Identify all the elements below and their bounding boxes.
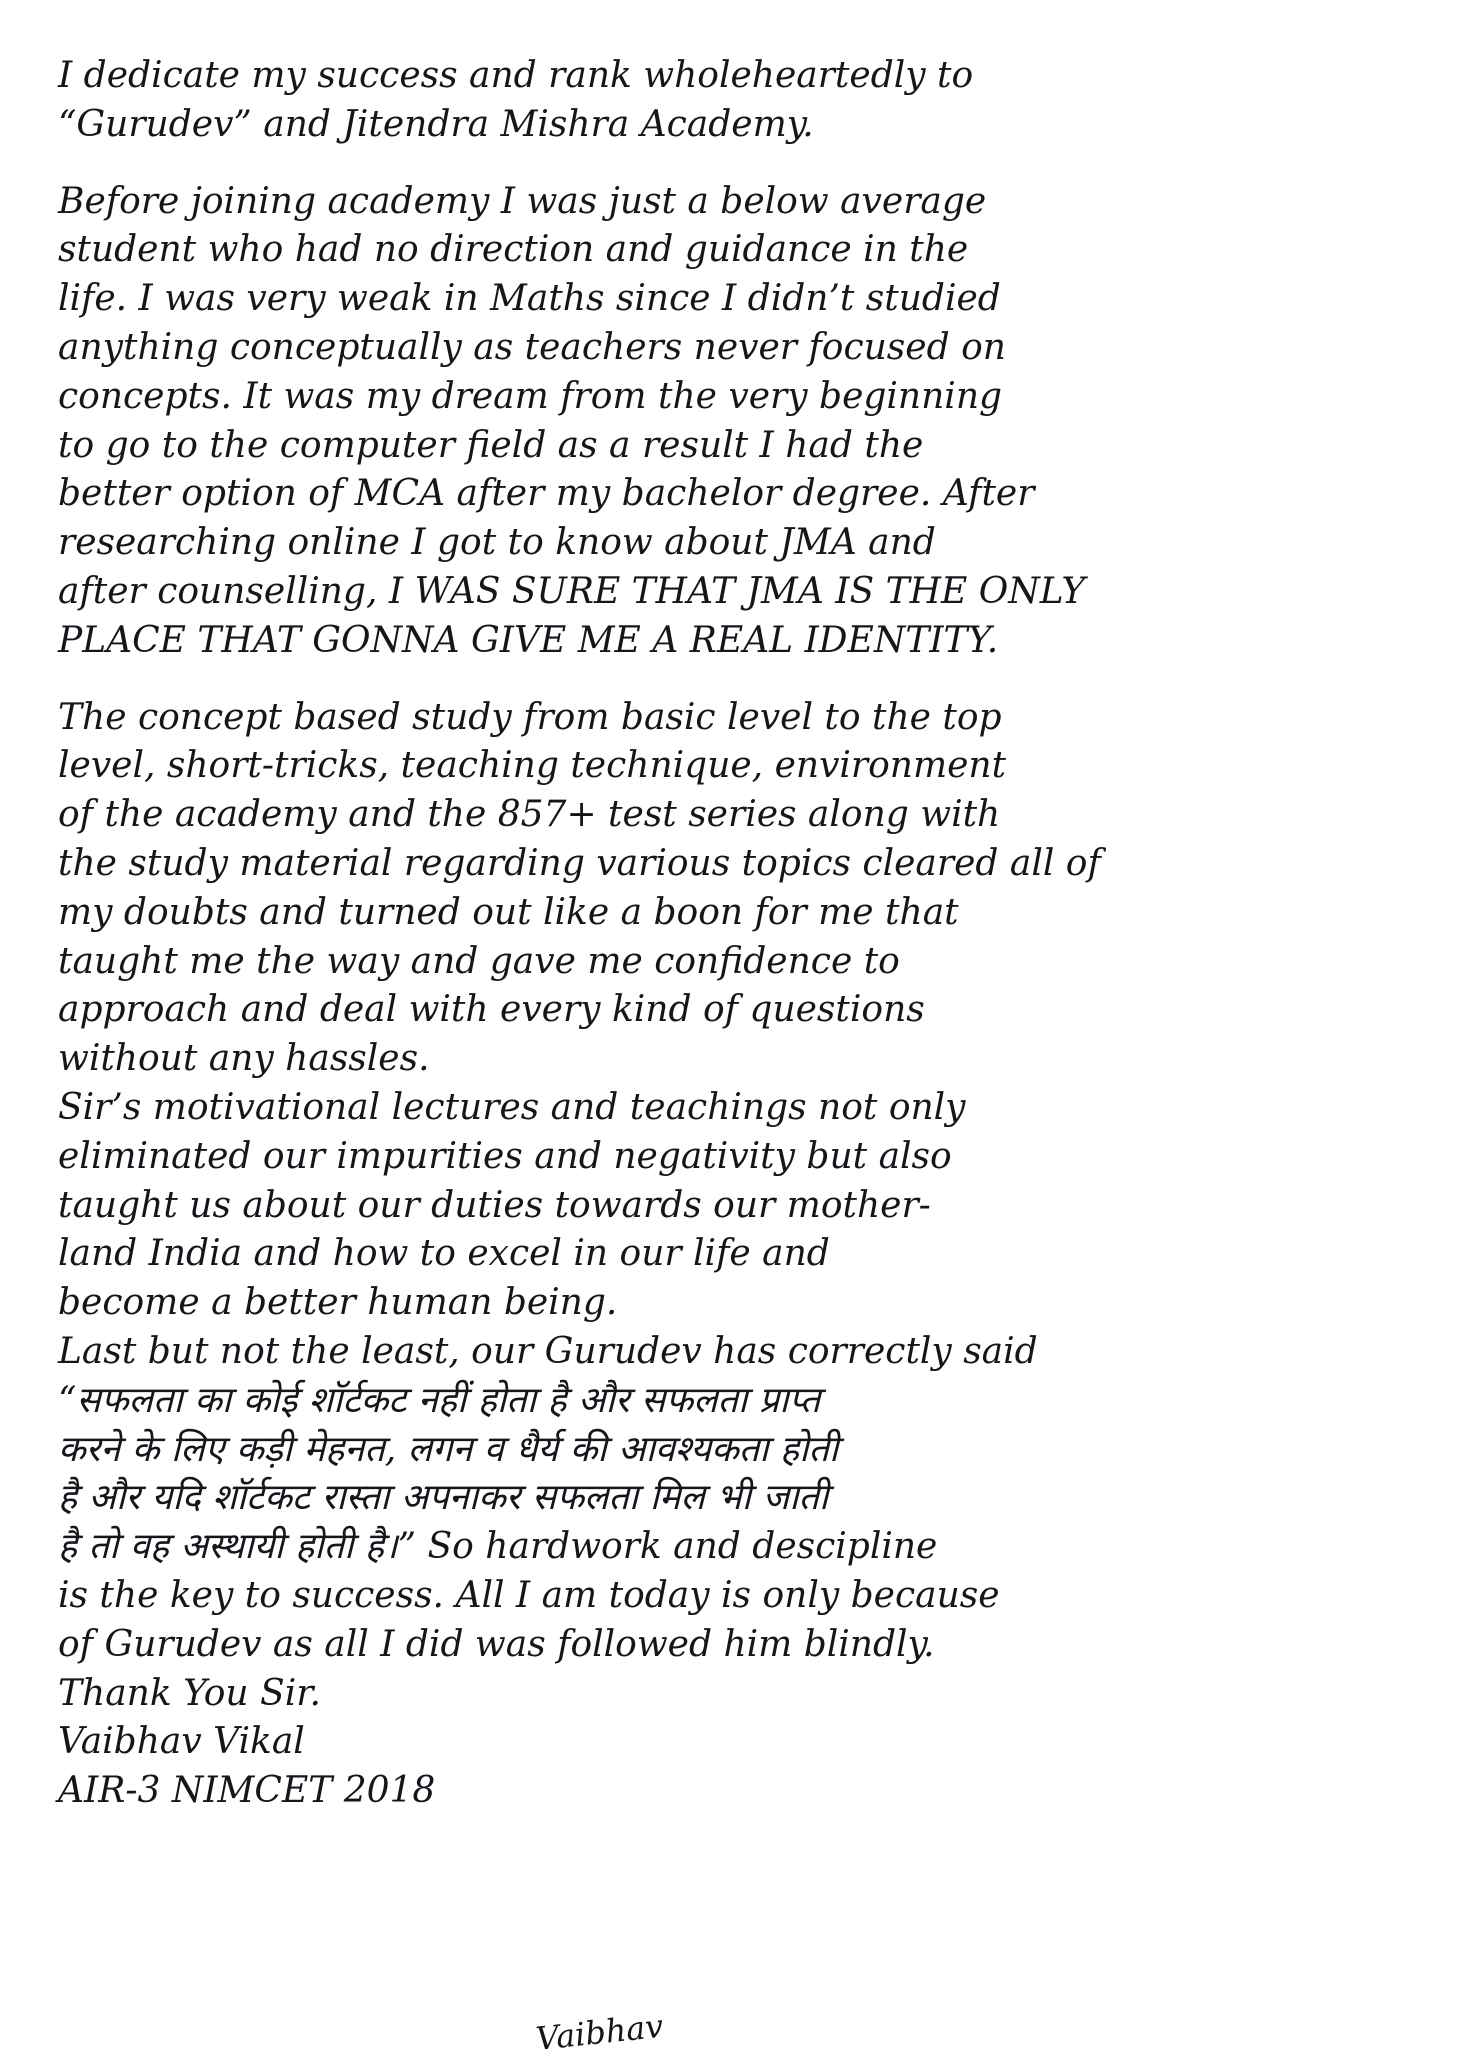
letter-line: better option of MCA after my bachelor degree. After xyxy=(58,473,1035,515)
letter-line: after counselling, I WAS SURE THAT JMA IS THE ONLY xyxy=(58,570,1086,612)
letter-line: researching online I got to know about JMA and xyxy=(58,522,936,564)
paragraph-background xyxy=(58,178,1418,666)
letter-line: PLACE THAT GONNA GIVE ME A REAL IDENTITY. xyxy=(58,619,999,661)
letter-line: taught me the way and gave me confidence to xyxy=(58,940,900,982)
author-name: Vaibhav Vikal xyxy=(58,1721,305,1763)
letter-line: of the academy and the 857+ test series along with xyxy=(58,794,1001,836)
paragraph-closing xyxy=(58,1328,1418,1816)
letter-line: life. I was very weak in Maths since I didn’t studied xyxy=(58,278,1001,320)
letter-line: taught us about our duties towards our mother- xyxy=(58,1184,931,1226)
letter-line-hindi: “सफलता का कोई शॉर्टकट नहीं होता है और सफलता प्राप्त xyxy=(58,1379,821,1421)
author-rank: AIR-3 NIMCET 2018 xyxy=(58,1770,436,1812)
letter-line: concepts. It was my dream from the very beginning xyxy=(58,375,1003,417)
letter-line: without any hassles. xyxy=(58,1038,430,1080)
letter-line: student who had no direction and guidance in the xyxy=(58,229,969,271)
letter-line-hindi: करने के लिए कड़ी मेहनत, लगन व धैर्य की आवश्यकता होती xyxy=(58,1428,839,1470)
letter-line-hindi: है और यदि शॉर्टकट रास्ता अपनाकर सफलता मिल भी जाती xyxy=(58,1477,829,1519)
letter-line: land India and how to excel in our life and xyxy=(58,1233,830,1275)
letter-line: “Gurudev” and Jitendra Mishra Academy. xyxy=(58,103,814,145)
thank-you-line: Thank You Sir. xyxy=(58,1672,321,1714)
letter-line: to go to the computer field as a result I had the xyxy=(58,424,924,466)
signature: Vaibhav xyxy=(534,2006,666,2058)
letter-line-hindi: है तो वह अस्थायी होती है।” So hardwork and descipline xyxy=(58,1526,938,1568)
letter-line: approach and deal with every kind of questions xyxy=(58,989,925,1031)
letter-line: Sir’s motivational lectures and teachings not only xyxy=(58,1086,966,1128)
letter-line: the study material regarding various topics cleared all of xyxy=(58,842,1101,884)
letter-line: Before joining academy I was just a below average xyxy=(58,180,987,222)
letter-line: The concept based study from basic level to the top xyxy=(58,696,1002,738)
letter-line: anything conceptually as teachers never focused on xyxy=(58,326,1006,368)
paragraph-study xyxy=(58,694,1418,1084)
handwritten-letter xyxy=(58,52,1418,1816)
letter-line: become a better human being. xyxy=(58,1282,618,1324)
letter-line: is the key to success. All I am today is only because xyxy=(58,1574,1000,1616)
paragraph-motivation xyxy=(58,1084,1418,1328)
letter-line: my doubts and turned out like a boon for me that xyxy=(58,891,959,933)
letter-line: eliminated our impurities and negativity but also xyxy=(58,1135,952,1177)
letter-line: Last but not the least, our Gurudev has correctly said xyxy=(58,1330,1038,1372)
paragraph-dedication xyxy=(58,52,1418,150)
letter-line: of Gurudev as all I did was followed him blindly. xyxy=(58,1623,935,1665)
letter-line: level, short-tricks, teaching technique, environment xyxy=(58,745,1007,787)
letter-line: I dedicate my success and rank wholeheartedly to xyxy=(58,55,974,96)
